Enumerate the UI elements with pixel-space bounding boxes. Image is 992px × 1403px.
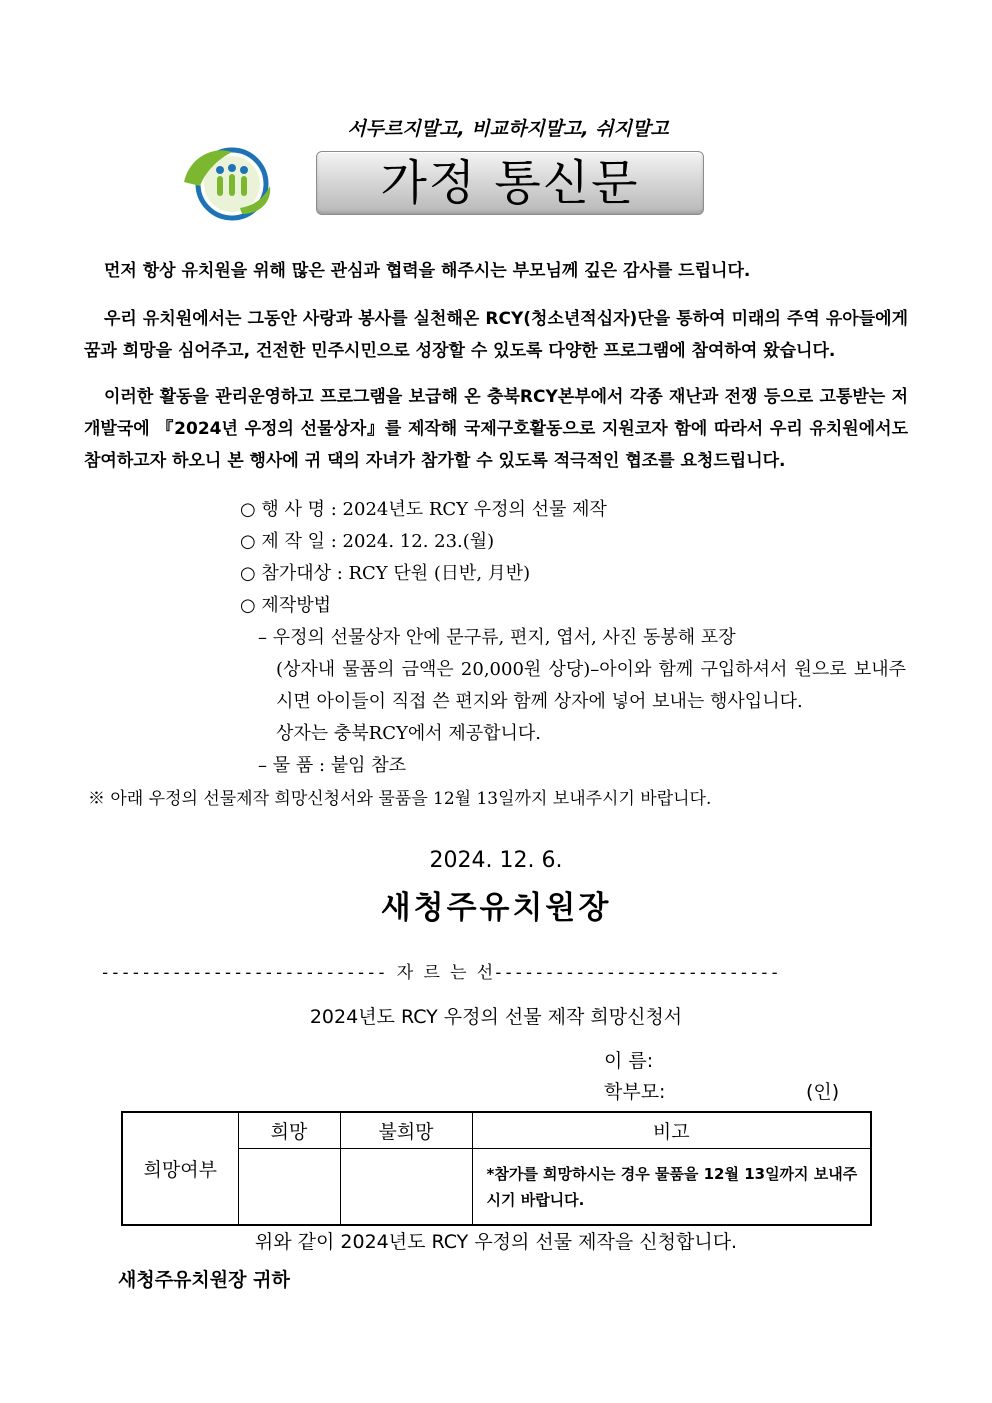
event-details bbox=[240, 494, 920, 782]
seal-mark: (인) bbox=[806, 1081, 840, 1103]
rcy-logo-icon bbox=[180, 142, 276, 222]
issue-date: 2024. 12. 6. bbox=[429, 848, 563, 873]
confirm-statement: 위와 같이 2024년도 RCY 우정의 선물 제작을 신청합니다. bbox=[254, 1231, 738, 1253]
event-date: ○ 제 작 일 : 2024. 12. 23.(월) bbox=[240, 531, 495, 552]
signer: 새청주유치원장 bbox=[380, 890, 612, 926]
paragraph-greeting: 먼저 항상 유치원을 위해 많은 관심과 협력을 해주시는 부모님께 깊은 감사를 드립니다. bbox=[104, 261, 751, 281]
application-table bbox=[121, 1111, 872, 1226]
event-method-line: – 우정의 선물상자 안에 문구류, 편지, 엽서, 사진 동봉해 포장 bbox=[258, 627, 736, 648]
col-header-remark: 비고 bbox=[472, 1112, 871, 1149]
addressee: 새청주유치원장 귀하 bbox=[118, 1269, 290, 1291]
cut-line: ---------------------------- 자 르 는 선---------------------------- bbox=[100, 963, 780, 983]
name-field[interactable]: 이 름: bbox=[604, 1050, 654, 1072]
submission-note: ※ 아래 우정의 선물제작 희망신청서와 물품을 12월 13일까지 보내주시기 바랍니다. bbox=[88, 789, 712, 809]
event-method-line: 상자는 충북RCY에서 제공합니다. bbox=[276, 723, 542, 744]
page-title: 가정 통신문 bbox=[316, 151, 704, 215]
event-items: – 물 품 : 붙임 참조 bbox=[258, 755, 407, 776]
col-header-yes: 희망 bbox=[238, 1112, 340, 1149]
event-method-title: ○ 제작방법 bbox=[240, 595, 331, 616]
cell-no[interactable] bbox=[340, 1149, 472, 1226]
event-name: ○ 행 사 명 : 2024년도 RCY 우정의 선물 제작 bbox=[240, 499, 607, 520]
paragraph-program: 우리 유치원에서는 그동안 사랑과 봉사를 실천해온 RCY(청소년적십자)단을 통하여 미래의 주역 유아들에게 꿈과 희망을 심어주고, 건전한 민주시민으로 성장할 수 있도록 다양한 프로그램에 참여하여 왔습니다. bbox=[84, 309, 908, 361]
event-participants: ○ 참가대상 : RCY 단원 (日반, 月반) bbox=[240, 563, 531, 584]
cell-remark: *참가를 희망하시는 경우 물품을 12월 13일까지 보내주시기 바랍니다. bbox=[472, 1149, 871, 1226]
form-title: 2024년도 RCY 우정의 선물 제작 희망신청서 bbox=[309, 1006, 683, 1028]
parent-field[interactable]: 학부모: bbox=[604, 1081, 666, 1103]
row-header-preference: 희망여부 bbox=[122, 1112, 238, 1225]
paragraph-request: 이러한 활동을 관리운영하고 프로그램을 보급해 온 충북RCY본부에서 각종 재난과 전쟁 등으로 고통받는 저개발국에 『2024년 우정의 선물상자』를 제작해 국제구호활동으로 지원코자 함에 따라서 우리 유치원에서도 참여하고자 하오니 본 행사에 귀 댁의 자녀가 참가할 수 있도록 적극적인 협조를 요청드립니다. bbox=[84, 387, 908, 471]
cell-yes[interactable] bbox=[238, 1149, 340, 1226]
col-header-no: 불희망 bbox=[340, 1112, 472, 1149]
event-method-line: (상자내 물품의 금액은 20,000원 상당)–아이와 함께 구입하셔서 원으로 보내주시면 아이들이 직접 쓴 편지와 함께 상자에 넣어 보내는 행사입니다. bbox=[276, 659, 906, 712]
slogan: 서두르지말고, 비교하지말고, 쉬지말고 bbox=[347, 118, 669, 140]
